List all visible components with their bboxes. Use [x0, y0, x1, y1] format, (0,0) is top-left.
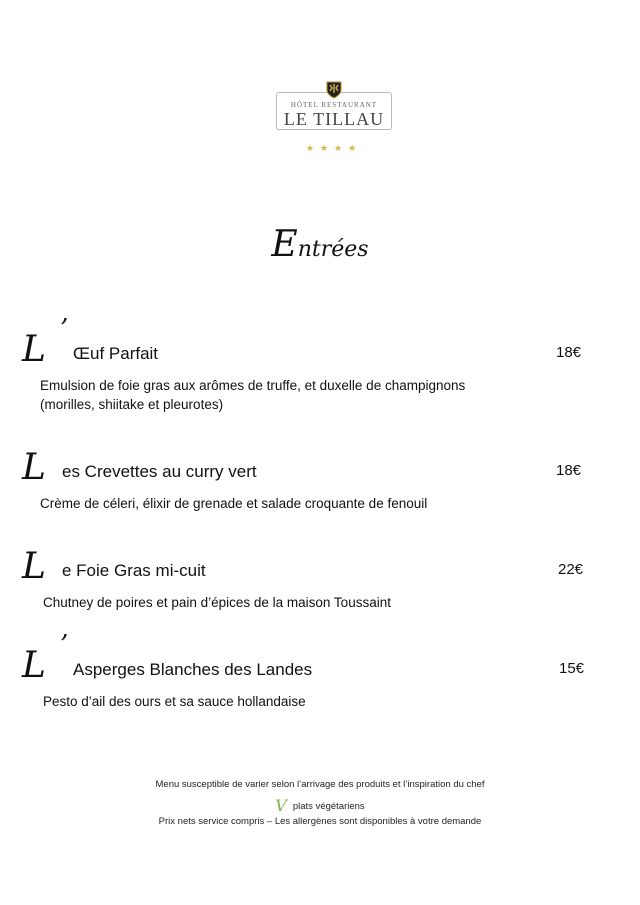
- footer-vegetarian-legend: [0, 796, 640, 815]
- section-title-initial: E: [271, 224, 298, 265]
- footer-prices-note: Prix nets service compris – Les allergènes sont disponibles à votre demande: [158, 816, 482, 827]
- item-apostrophe: ’: [60, 314, 69, 344]
- item-description-line: Crème de céleri, élixir de grenade et salade croquante de fenouil: [40, 496, 428, 511]
- item-description: [40, 494, 540, 513]
- menu-item: [0, 547, 640, 617]
- item-name: Œuf Parfait: [73, 344, 159, 363]
- item-description-line: Chutney de poires et pain d’épices de la maison Toussaint: [43, 595, 391, 610]
- item-dropcap: L: [22, 546, 46, 587]
- item-price: 22€: [558, 561, 584, 578]
- vegetarian-icon: V: [275, 796, 287, 815]
- logo-subtitle: HÔTEL RESTAURANT: [290, 101, 378, 109]
- item-description: [40, 376, 540, 414]
- logo-stars: ★★★★: [305, 143, 363, 153]
- item-name: e Foie Gras mi-cuit: [62, 561, 206, 580]
- item-description: [43, 593, 543, 612]
- item-description-line: Emulsion de foie gras aux arômes de truffe, et duxelle de champignons: [40, 378, 466, 393]
- section-title-rest: ntrées: [297, 237, 369, 262]
- menu-item: [0, 314, 640, 412]
- crest-icon: [326, 81, 342, 99]
- item-apostrophe: ’: [60, 630, 69, 660]
- item-price: 18€: [556, 344, 582, 361]
- item-dropcap: L: [22, 447, 46, 488]
- item-dropcap: L: [22, 329, 46, 370]
- section-title: [0, 224, 640, 265]
- item-description-line: Pesto d’ail des ours et sa sauce hollandaise: [43, 694, 306, 709]
- menu-item: [0, 630, 640, 716]
- item-price: 18€: [556, 462, 582, 479]
- footer-disclaimer: Menu susceptible de varier selon l’arrivage des produits et l’inspiration du chef: [155, 779, 485, 790]
- item-description-line: (morilles, shiitake et pleurotes): [40, 397, 224, 412]
- item-description: [43, 692, 543, 711]
- item-name: Asperges Blanches des Landes: [73, 660, 313, 679]
- item-price: 15€: [559, 660, 585, 677]
- hotel-logo: [272, 78, 396, 158]
- vegetarian-label: plats végétariens: [292, 801, 365, 812]
- item-name: es Crevettes au curry vert: [62, 462, 257, 481]
- menu-item: [0, 448, 640, 518]
- logo-name: LE TILLAU: [283, 109, 385, 129]
- item-dropcap: L: [22, 645, 46, 686]
